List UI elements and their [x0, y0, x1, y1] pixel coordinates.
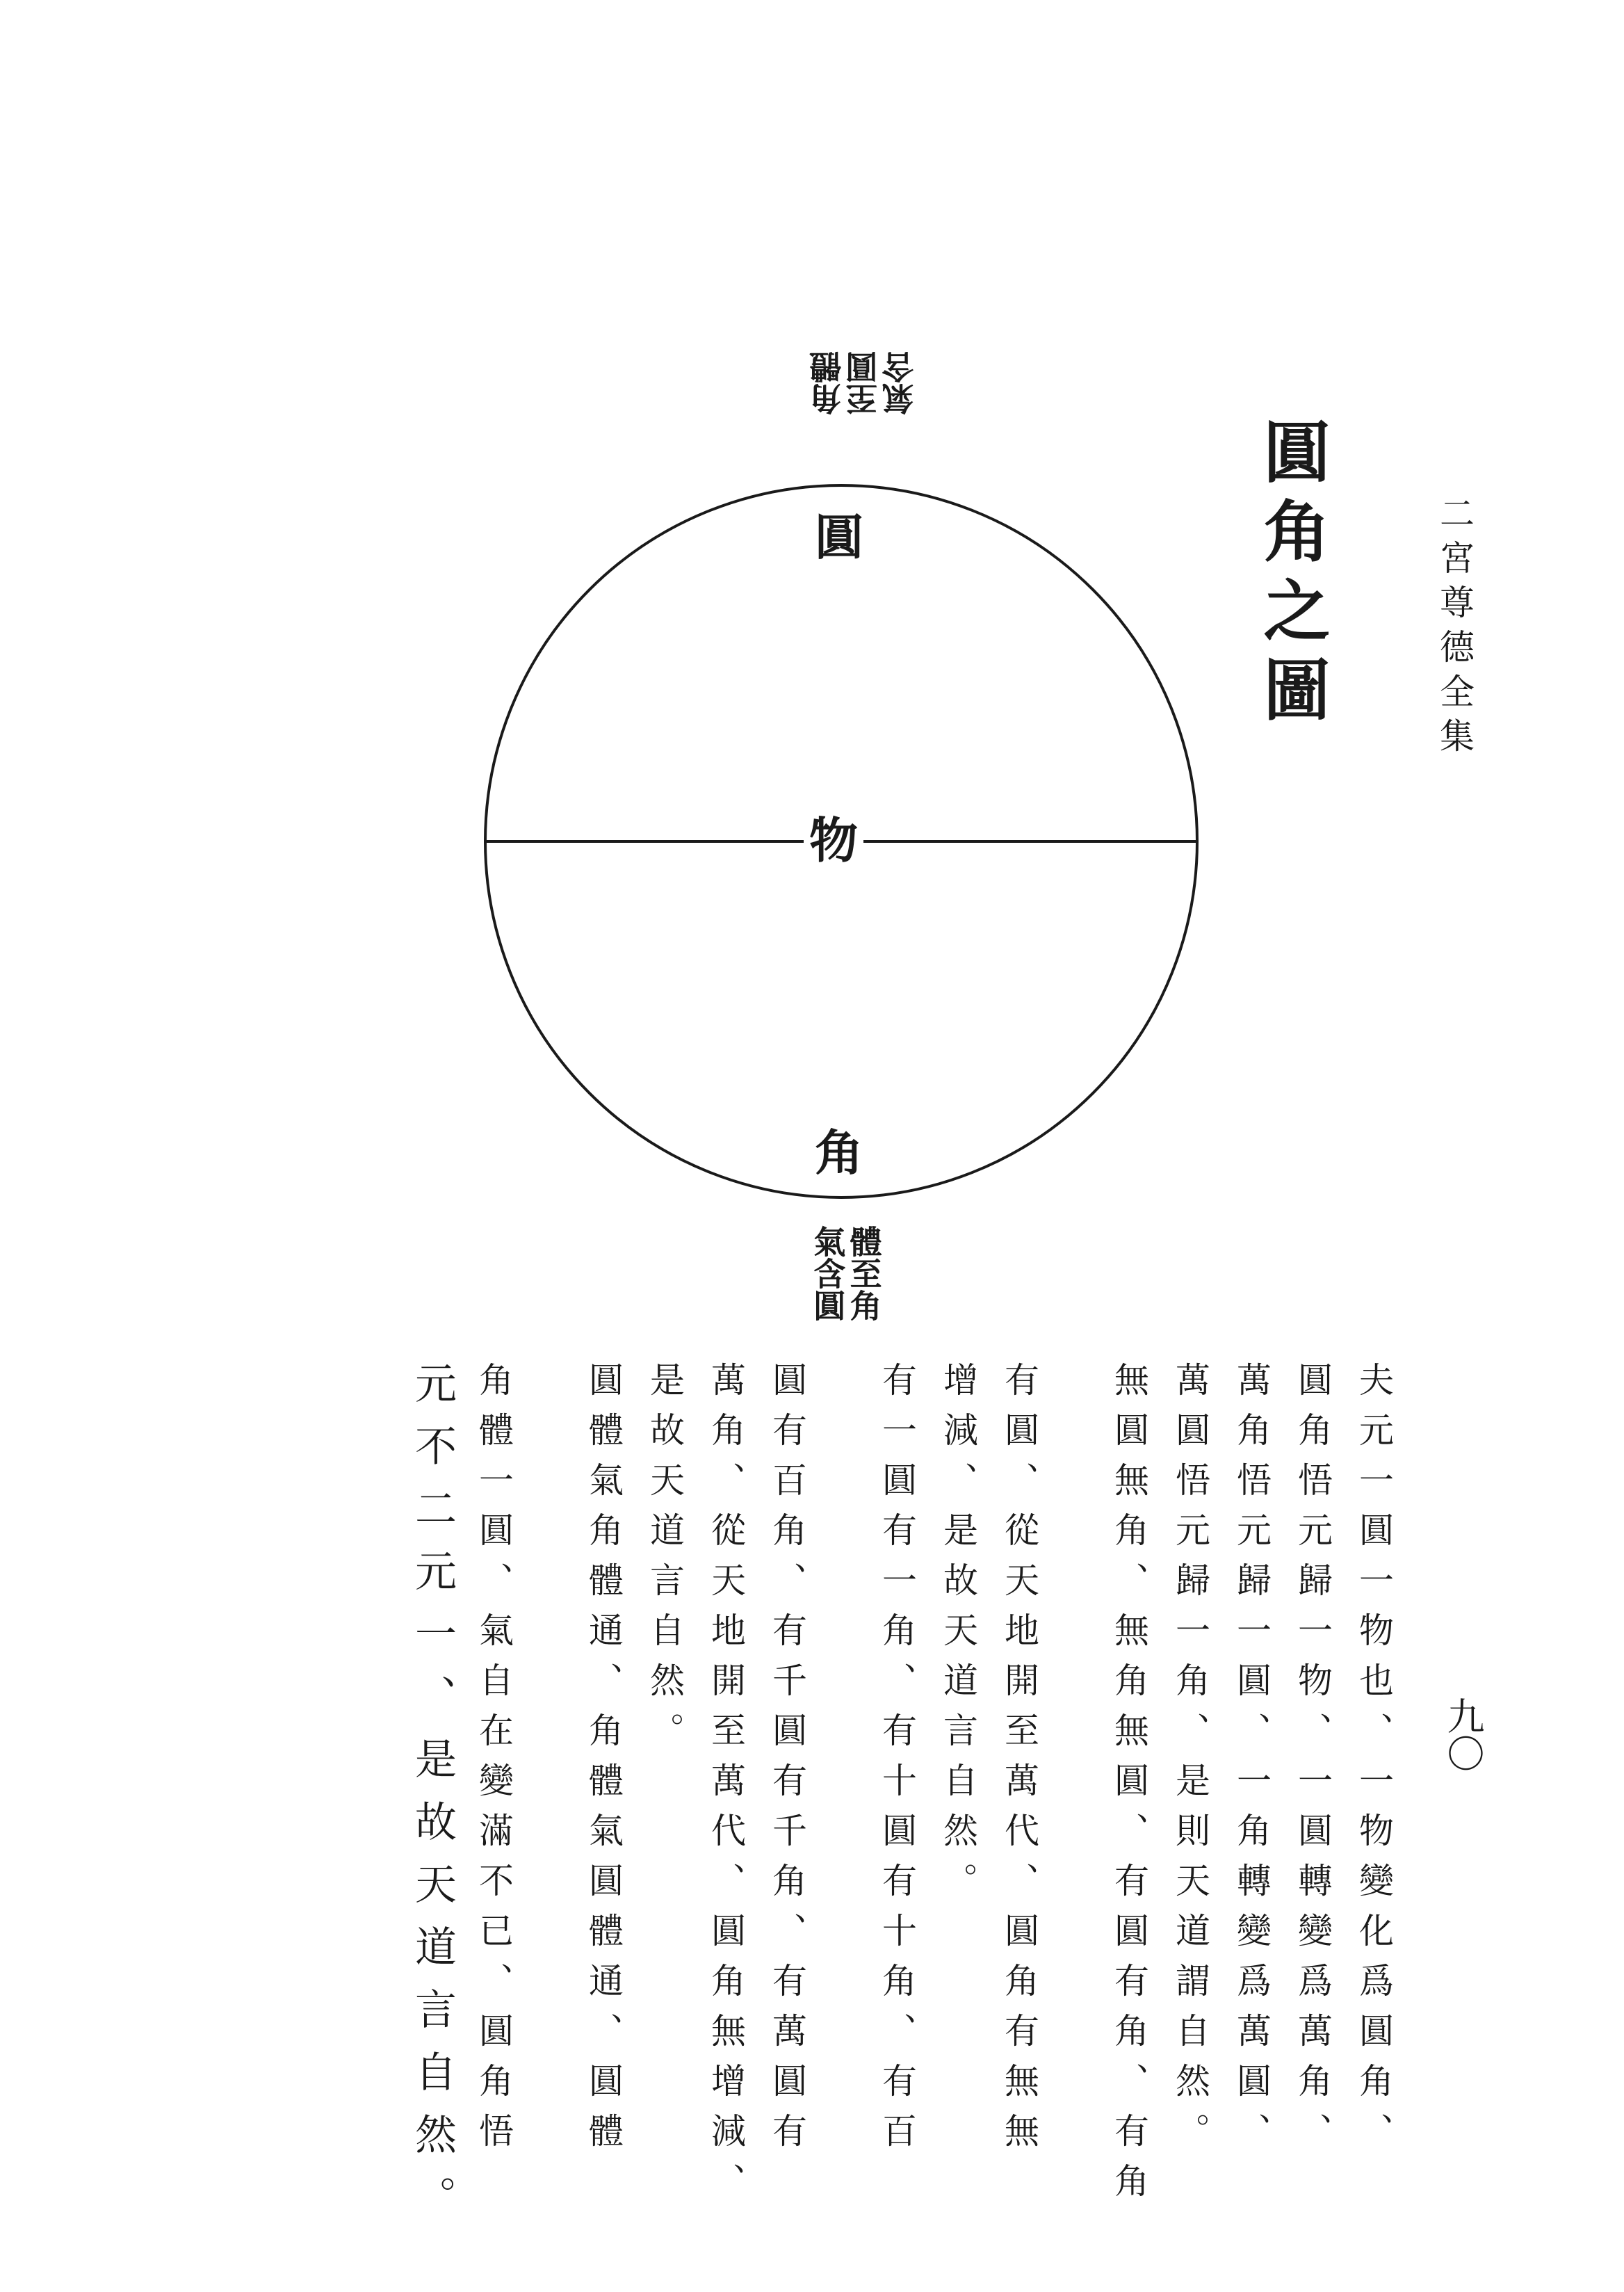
caption-bottom [811, 1225, 881, 1321]
text-column: 圓角悟元歸一物、一圓轉變爲萬角、 [1292, 1362, 1333, 2163]
circle-label-top: 圓 [815, 508, 863, 566]
caption-bottom-line: 體至角 [845, 1225, 883, 1321]
page-number: 九〇 [1441, 1697, 1485, 1772]
text-column: 萬圓悟元歸一角、是則天道謂自然。 [1170, 1362, 1210, 2163]
body-text [264, 1362, 1404, 2238]
text-column: 無圓無角、無角無圓、有圓有角、有角 [1109, 1362, 1149, 2213]
caption-top-line: 角體 [809, 351, 846, 415]
caption-top-line: 至圓 [845, 351, 883, 415]
text-column: 萬角悟元歸一圓、一角轉變爲萬圓、 [1231, 1362, 1272, 2163]
text-column: 是故天道言自然。 [644, 1362, 685, 1762]
caption-bottom-line: 氣含圓 [809, 1225, 847, 1321]
text-column: 有一圓有一角、有十圓有十角、有百 [877, 1362, 917, 2163]
circle-label-center: 物 [804, 816, 863, 865]
text-column: 增減、是故天道言自然。 [938, 1362, 978, 1912]
text-column: 圓有百角、有千圓有千角、有萬圓有 [767, 1362, 807, 2163]
text-column: 萬角、從天地開至萬代、圓角無增減、 [706, 1362, 746, 2213]
text-column: 元不二元一、是故天道言自然。 [408, 1362, 457, 2238]
text-column: 有圓、從天地開至萬代、圓角有無無 [999, 1362, 1039, 2163]
caption-top [811, 351, 917, 415]
text-column: 圓體氣角體通、角體氣圓體通、圓體 [583, 1362, 624, 2163]
circle-label-bottom: 角 [815, 1124, 863, 1181]
figure-title: 圓角之圖 [1253, 417, 1331, 734]
caption-top-line: 氣含 [881, 351, 919, 415]
text-column: 夫元一圓一物也、一物變化爲圓角、 [1354, 1362, 1394, 2163]
text-column: 角體一圓、氣自在變滿不已、圓角悟 [473, 1362, 514, 2163]
running-header: 二宮尊德全集 [1434, 495, 1475, 762]
